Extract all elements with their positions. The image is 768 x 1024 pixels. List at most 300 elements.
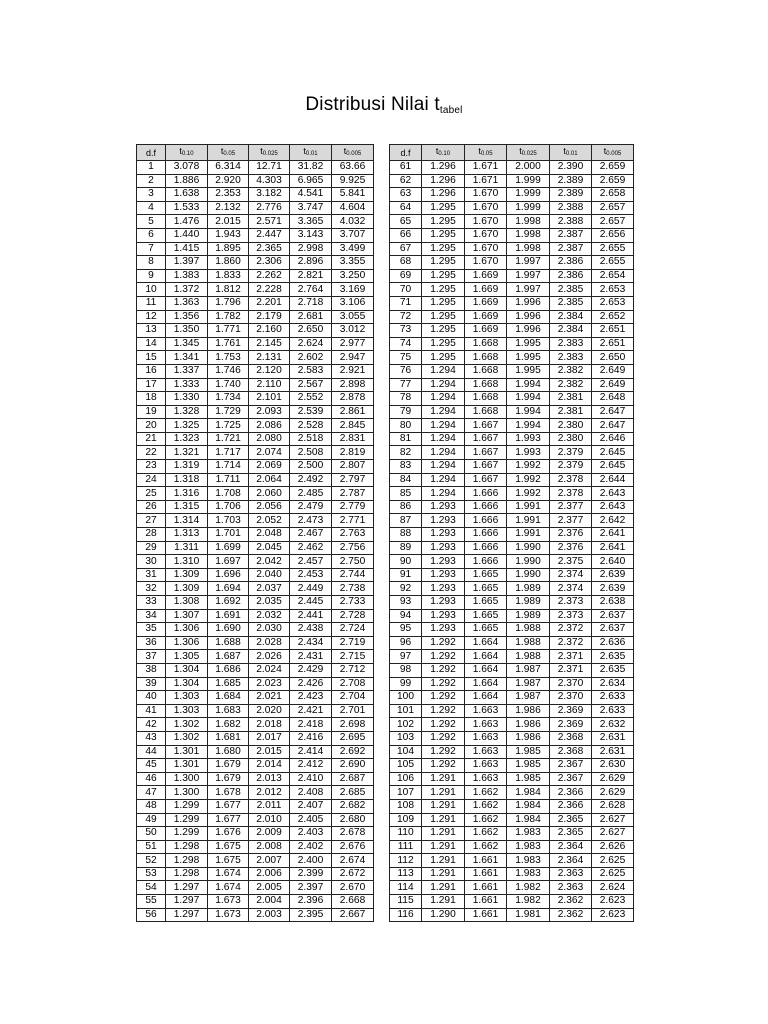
value-cell: 1.664 xyxy=(465,650,507,664)
value-cell: 1.984 xyxy=(507,786,550,800)
value-cell: 2.658 xyxy=(592,188,634,202)
value-cell: 1.988 xyxy=(507,623,550,637)
value-cell: 2.528 xyxy=(290,419,332,433)
value-cell: 2.005 xyxy=(249,881,290,895)
df-cell: 112 xyxy=(390,854,422,868)
value-cell: 2.364 xyxy=(550,840,592,854)
value-cell: 2.385 xyxy=(550,296,592,310)
value-cell: 2.845 xyxy=(332,419,374,433)
title-subscript: tabel xyxy=(439,105,463,116)
table-row xyxy=(390,351,634,365)
table-row xyxy=(390,324,634,338)
value-cell: 1.294 xyxy=(422,473,465,487)
value-cell: 2.643 xyxy=(592,500,634,514)
value-cell: 2.006 xyxy=(249,867,290,881)
value-cell: 1.341 xyxy=(166,351,208,365)
value-cell: 2.629 xyxy=(592,772,634,786)
value-cell: 1.337 xyxy=(166,364,208,378)
value-cell: 1.708 xyxy=(208,487,249,501)
value-cell: 2.020 xyxy=(249,704,290,718)
value-cell: 1.983 xyxy=(507,840,550,854)
table-row xyxy=(137,419,374,433)
value-cell: 2.764 xyxy=(290,283,332,297)
value-cell: 2.408 xyxy=(290,786,332,800)
df-cell: 54 xyxy=(137,881,166,895)
value-cell: 2.382 xyxy=(550,364,592,378)
df-cell: 61 xyxy=(390,161,422,175)
value-cell: 1.670 xyxy=(465,256,507,270)
value-cell: 1.293 xyxy=(422,555,465,569)
df-cell: 41 xyxy=(137,704,166,718)
value-cell: 1.993 xyxy=(507,432,550,446)
value-cell: 1.291 xyxy=(422,799,465,813)
header-alpha: $t_{0.10}$ xyxy=(422,145,465,161)
value-cell: 2.626 xyxy=(592,840,634,854)
df-cell: 48 xyxy=(137,799,166,813)
value-cell: 1.319 xyxy=(166,460,208,474)
value-cell: 2.680 xyxy=(332,813,374,827)
table-row xyxy=(137,351,374,365)
value-cell: 1.998 xyxy=(507,215,550,229)
df-cell: 33 xyxy=(137,596,166,610)
value-cell: 2.756 xyxy=(332,541,374,555)
value-cell: 1.333 xyxy=(166,378,208,392)
value-cell: 2.388 xyxy=(550,215,592,229)
value-cell: 2.366 xyxy=(550,786,592,800)
value-cell: 2.017 xyxy=(249,731,290,745)
value-cell: 2.998 xyxy=(290,242,332,256)
value-cell: 2.372 xyxy=(550,636,592,650)
df-cell: 97 xyxy=(390,650,422,664)
df-cell: 46 xyxy=(137,772,166,786)
table-row xyxy=(137,799,374,813)
value-cell: 1.886 xyxy=(166,174,208,188)
table-row xyxy=(137,201,374,215)
value-cell: 1.293 xyxy=(422,500,465,514)
table-row xyxy=(137,378,374,392)
value-cell: 2.064 xyxy=(249,473,290,487)
value-cell: 2.014 xyxy=(249,759,290,773)
value-cell: 1.666 xyxy=(465,500,507,514)
value-cell: 1.668 xyxy=(465,405,507,419)
value-cell: 1.994 xyxy=(507,419,550,433)
table-row xyxy=(390,161,634,175)
header-alpha: $t_{0.05}$ xyxy=(208,145,249,161)
value-cell: 2.655 xyxy=(592,256,634,270)
table-row xyxy=(137,324,374,338)
value-cell: 2.649 xyxy=(592,378,634,392)
value-cell: 1.674 xyxy=(208,867,249,881)
df-cell: 87 xyxy=(390,514,422,528)
value-cell: 1.992 xyxy=(507,460,550,474)
value-cell: 1.986 xyxy=(507,704,550,718)
df-cell: 93 xyxy=(390,596,422,610)
table-row xyxy=(137,636,374,650)
df-cell: 21 xyxy=(137,432,166,446)
value-cell: 2.787 xyxy=(332,487,374,501)
value-cell: 1.661 xyxy=(465,881,507,895)
value-cell: 1.323 xyxy=(166,432,208,446)
value-cell: 1.668 xyxy=(465,351,507,365)
value-cell: 2.771 xyxy=(332,514,374,528)
df-cell: 102 xyxy=(390,718,422,732)
value-cell: 1.670 xyxy=(465,215,507,229)
value-cell: 1.297 xyxy=(166,895,208,909)
table-row xyxy=(137,827,374,841)
df-cell: 98 xyxy=(390,663,422,677)
table-row xyxy=(390,582,634,596)
table-row xyxy=(390,596,634,610)
table-row xyxy=(390,310,634,324)
df-cell: 1 xyxy=(137,161,166,175)
df-cell: 38 xyxy=(137,663,166,677)
table-row xyxy=(390,650,634,664)
value-cell: 9.925 xyxy=(332,174,374,188)
value-cell: 2.776 xyxy=(249,201,290,215)
value-cell: 2.369 xyxy=(550,718,592,732)
table-row xyxy=(137,908,374,922)
df-cell: 17 xyxy=(137,378,166,392)
value-cell: 2.687 xyxy=(332,772,374,786)
value-cell: 1.669 xyxy=(465,269,507,283)
value-cell: 2.724 xyxy=(332,623,374,637)
value-cell: 2.145 xyxy=(249,337,290,351)
value-cell: 2.410 xyxy=(290,772,332,786)
value-cell: 1.990 xyxy=(507,541,550,555)
table-row xyxy=(390,827,634,841)
value-cell: 1.995 xyxy=(507,364,550,378)
df-cell: 45 xyxy=(137,759,166,773)
value-cell: 1.302 xyxy=(166,731,208,745)
table-row xyxy=(390,731,634,745)
value-cell: 2.685 xyxy=(332,786,374,800)
df-cell: 30 xyxy=(137,555,166,569)
value-cell: 1.999 xyxy=(507,174,550,188)
value-cell: 3.250 xyxy=(332,269,374,283)
table-row xyxy=(390,446,634,460)
df-cell: 80 xyxy=(390,419,422,433)
value-cell: 1.294 xyxy=(422,460,465,474)
value-cell: 2.676 xyxy=(332,840,374,854)
value-cell: 2.376 xyxy=(550,541,592,555)
value-cell: 3.169 xyxy=(332,283,374,297)
value-cell: 1.664 xyxy=(465,677,507,691)
value-cell: 2.426 xyxy=(290,677,332,691)
table-header xyxy=(390,145,634,161)
value-cell: 2.000 xyxy=(507,161,550,175)
header-alpha: $t_{0.10}$ xyxy=(166,145,208,161)
value-cell: 1.995 xyxy=(507,351,550,365)
df-cell: 23 xyxy=(137,460,166,474)
value-cell: 1.667 xyxy=(465,460,507,474)
value-cell: 2.650 xyxy=(290,324,332,338)
table-row xyxy=(137,446,374,460)
value-cell: 2.383 xyxy=(550,351,592,365)
value-cell: 1.292 xyxy=(422,704,465,718)
table-row xyxy=(137,242,374,256)
value-cell: 2.374 xyxy=(550,568,592,582)
value-cell: 2.682 xyxy=(332,799,374,813)
value-cell: 1.989 xyxy=(507,609,550,623)
value-cell: 1.994 xyxy=(507,378,550,392)
table-row xyxy=(390,283,634,297)
value-cell: 1.306 xyxy=(166,636,208,650)
value-cell: 1.671 xyxy=(465,174,507,188)
df-cell: 111 xyxy=(390,840,422,854)
value-cell: 1.673 xyxy=(208,895,249,909)
value-cell: 2.009 xyxy=(249,827,290,841)
value-cell: 2.385 xyxy=(550,283,592,297)
value-cell: 2.623 xyxy=(592,895,634,909)
value-cell: 2.645 xyxy=(592,460,634,474)
value-cell: 1.291 xyxy=(422,786,465,800)
value-cell: 1.299 xyxy=(166,813,208,827)
value-cell: 1.682 xyxy=(208,718,249,732)
df-cell: 107 xyxy=(390,786,422,800)
df-cell: 9 xyxy=(137,269,166,283)
value-cell: 2.003 xyxy=(249,908,290,922)
value-cell: 2.921 xyxy=(332,364,374,378)
value-cell: 2.008 xyxy=(249,840,290,854)
value-cell: 1.661 xyxy=(465,867,507,881)
value-cell: 2.898 xyxy=(332,378,374,392)
value-cell: 2.632 xyxy=(592,718,634,732)
value-cell: 1.295 xyxy=(422,242,465,256)
value-cell: 1.734 xyxy=(208,392,249,406)
table-row xyxy=(137,432,374,446)
value-cell: 1.985 xyxy=(507,745,550,759)
df-cell: 88 xyxy=(390,528,422,542)
value-cell: 1.311 xyxy=(166,541,208,555)
value-cell: 2.387 xyxy=(550,242,592,256)
value-cell: 2.381 xyxy=(550,392,592,406)
value-cell: 2.650 xyxy=(592,351,634,365)
value-cell: 2.368 xyxy=(550,745,592,759)
value-cell: 1.995 xyxy=(507,337,550,351)
df-cell: 65 xyxy=(390,215,422,229)
value-cell: 2.678 xyxy=(332,827,374,841)
df-cell: 90 xyxy=(390,555,422,569)
value-cell: 1.989 xyxy=(507,582,550,596)
value-cell: 1.729 xyxy=(208,405,249,419)
value-cell: 2.030 xyxy=(249,623,290,637)
value-cell: 1.666 xyxy=(465,528,507,542)
value-cell: 1.987 xyxy=(507,663,550,677)
table-row xyxy=(390,419,634,433)
value-cell: 2.627 xyxy=(592,813,634,827)
value-cell: 2.362 xyxy=(550,908,592,922)
value-cell: 2.831 xyxy=(332,432,374,446)
table-row xyxy=(390,759,634,773)
value-cell: 2.819 xyxy=(332,446,374,460)
value-cell: 1.295 xyxy=(422,324,465,338)
table-row xyxy=(137,541,374,555)
df-cell: 7 xyxy=(137,242,166,256)
value-cell: 1.984 xyxy=(507,813,550,827)
table-row xyxy=(390,528,634,542)
value-cell: 2.878 xyxy=(332,392,374,406)
df-cell: 42 xyxy=(137,718,166,732)
value-cell: 2.396 xyxy=(290,895,332,909)
value-cell: 2.635 xyxy=(592,650,634,664)
value-cell: 1.296 xyxy=(422,188,465,202)
df-cell: 51 xyxy=(137,840,166,854)
table-row xyxy=(137,460,374,474)
value-cell: 2.386 xyxy=(550,269,592,283)
table-row xyxy=(390,174,634,188)
table-row xyxy=(390,364,634,378)
value-cell: 2.353 xyxy=(208,188,249,202)
value-cell: 2.467 xyxy=(290,528,332,542)
df-cell: 18 xyxy=(137,392,166,406)
value-cell: 2.690 xyxy=(332,759,374,773)
value-cell: 2.652 xyxy=(592,310,634,324)
value-cell: 1.298 xyxy=(166,854,208,868)
value-cell: 2.365 xyxy=(249,242,290,256)
value-cell: 2.644 xyxy=(592,473,634,487)
value-cell: 2.021 xyxy=(249,691,290,705)
df-cell: 16 xyxy=(137,364,166,378)
value-cell: 2.624 xyxy=(290,337,332,351)
value-cell: 2.372 xyxy=(550,623,592,637)
table-row xyxy=(390,881,634,895)
value-cell: 12.71 xyxy=(249,161,290,175)
value-cell: 2.712 xyxy=(332,663,374,677)
table-row xyxy=(137,555,374,569)
value-cell: 2.262 xyxy=(249,269,290,283)
value-cell: 2.715 xyxy=(332,650,374,664)
value-cell: 1.833 xyxy=(208,269,249,283)
value-cell: 2.377 xyxy=(550,514,592,528)
value-cell: 2.508 xyxy=(290,446,332,460)
df-cell: 53 xyxy=(137,867,166,881)
value-cell: 1.725 xyxy=(208,419,249,433)
table-row xyxy=(137,704,374,718)
df-cell: 64 xyxy=(390,201,422,215)
value-cell: 1.294 xyxy=(422,405,465,419)
value-cell: 2.052 xyxy=(249,514,290,528)
value-cell: 1.345 xyxy=(166,337,208,351)
value-cell: 1.999 xyxy=(507,188,550,202)
df-cell: 95 xyxy=(390,623,422,637)
value-cell: 1.812 xyxy=(208,283,249,297)
value-cell: 2.179 xyxy=(249,310,290,324)
value-cell: 1.996 xyxy=(507,296,550,310)
header-df: d.f xyxy=(137,145,166,161)
value-cell: 1.302 xyxy=(166,718,208,732)
table-row xyxy=(137,310,374,324)
df-cell: 110 xyxy=(390,827,422,841)
value-cell: 1.895 xyxy=(208,242,249,256)
value-cell: 1.295 xyxy=(422,256,465,270)
value-cell: 1.668 xyxy=(465,337,507,351)
table-row xyxy=(390,786,634,800)
value-cell: 1.294 xyxy=(422,378,465,392)
table-row xyxy=(390,473,634,487)
value-cell: 2.695 xyxy=(332,731,374,745)
value-cell: 2.738 xyxy=(332,582,374,596)
value-cell: 1.297 xyxy=(166,908,208,922)
value-cell: 2.035 xyxy=(249,596,290,610)
t-table-left xyxy=(136,144,374,922)
header-df: d.f xyxy=(390,145,422,161)
value-cell: 2.373 xyxy=(550,596,592,610)
value-cell: 31.82 xyxy=(290,161,332,175)
value-cell: 1.293 xyxy=(422,528,465,542)
value-cell: 1.318 xyxy=(166,473,208,487)
value-cell: 1.669 xyxy=(465,296,507,310)
value-cell: 2.638 xyxy=(592,596,634,610)
table-row xyxy=(137,786,374,800)
value-cell: 1.291 xyxy=(422,881,465,895)
value-cell: 2.698 xyxy=(332,718,374,732)
df-cell: 81 xyxy=(390,432,422,446)
df-cell: 62 xyxy=(390,174,422,188)
table-row xyxy=(390,840,634,854)
value-cell: 2.441 xyxy=(290,609,332,623)
value-cell: 1.994 xyxy=(507,392,550,406)
value-cell: 2.131 xyxy=(249,351,290,365)
value-cell: 1.694 xyxy=(208,582,249,596)
value-cell: 1.992 xyxy=(507,473,550,487)
df-cell: 19 xyxy=(137,405,166,419)
value-cell: 1.677 xyxy=(208,813,249,827)
value-cell: 1.292 xyxy=(422,650,465,664)
value-cell: 2.485 xyxy=(290,487,332,501)
df-cell: 50 xyxy=(137,827,166,841)
value-cell: 2.651 xyxy=(592,337,634,351)
table-row xyxy=(137,596,374,610)
value-cell: 1.997 xyxy=(507,283,550,297)
value-cell: 1.683 xyxy=(208,704,249,718)
value-cell: 1.314 xyxy=(166,514,208,528)
value-cell: 2.641 xyxy=(592,528,634,542)
value-cell: 1.771 xyxy=(208,324,249,338)
value-cell: 1.998 xyxy=(507,242,550,256)
table-row xyxy=(137,283,374,297)
value-cell: 2.371 xyxy=(550,663,592,677)
value-cell: 2.631 xyxy=(592,745,634,759)
value-cell: 1.982 xyxy=(507,881,550,895)
value-cell: 1.293 xyxy=(422,623,465,637)
value-cell: 1.703 xyxy=(208,514,249,528)
value-cell: 1.988 xyxy=(507,650,550,664)
table-row xyxy=(390,895,634,909)
value-cell: 2.625 xyxy=(592,854,634,868)
value-cell: 2.004 xyxy=(249,895,290,909)
table-row xyxy=(390,704,634,718)
value-cell: 1.670 xyxy=(465,242,507,256)
value-cell: 1.296 xyxy=(422,161,465,175)
value-cell: 2.429 xyxy=(290,663,332,677)
value-cell: 6.314 xyxy=(208,161,249,175)
table-row xyxy=(390,609,634,623)
value-cell: 1.665 xyxy=(465,623,507,637)
value-cell: 2.434 xyxy=(290,636,332,650)
df-cell: 72 xyxy=(390,310,422,324)
value-cell: 1.661 xyxy=(465,854,507,868)
value-cell: 2.407 xyxy=(290,799,332,813)
value-cell: 1.696 xyxy=(208,568,249,582)
value-cell: 1.293 xyxy=(422,596,465,610)
value-cell: 2.399 xyxy=(290,867,332,881)
value-cell: 2.069 xyxy=(249,460,290,474)
header-alpha: $t_{0.025}$ xyxy=(507,145,550,161)
df-cell: 66 xyxy=(390,228,422,242)
value-cell: 1.663 xyxy=(465,704,507,718)
df-cell: 70 xyxy=(390,283,422,297)
value-cell: 1.304 xyxy=(166,677,208,691)
